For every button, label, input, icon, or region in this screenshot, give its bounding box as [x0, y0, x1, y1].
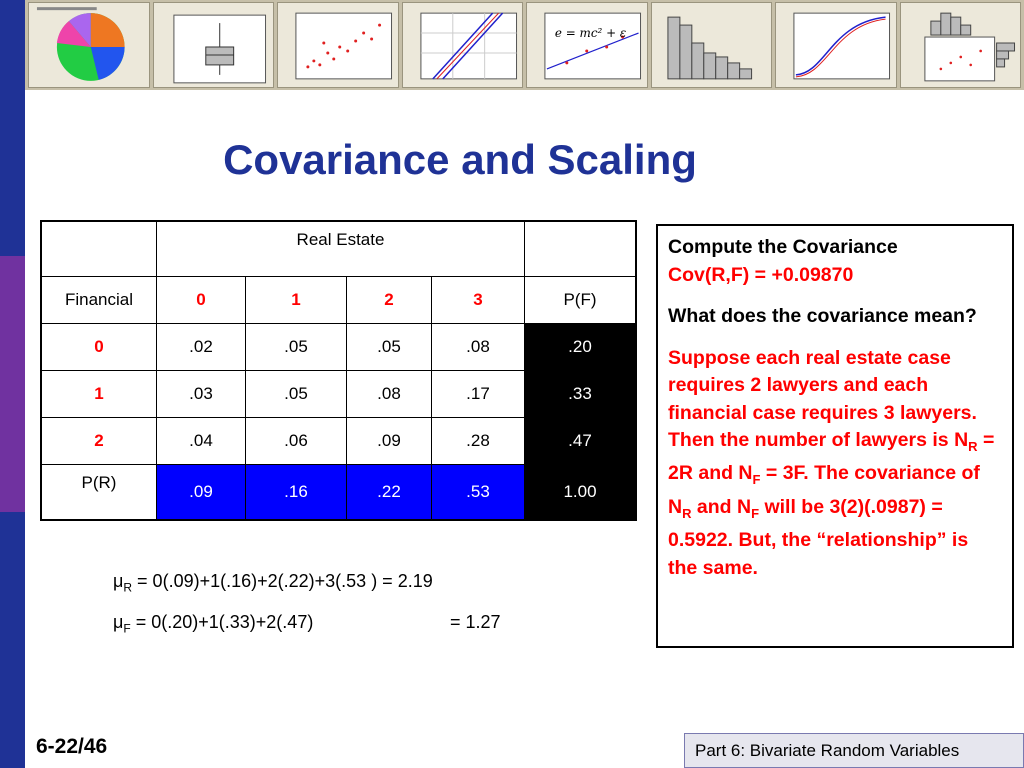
row-label: 0: [41, 324, 157, 371]
total-cell: 1.00: [525, 465, 637, 521]
pr-label: P(R): [41, 465, 157, 521]
probability-plot-thumbnail: [402, 2, 524, 88]
cov-value: Cov(R,F) = +0.09870: [668, 263, 854, 286]
pr-cell: .16: [246, 465, 347, 521]
col-header: 3: [432, 277, 525, 324]
slide-title: Covariance and Scaling: [223, 136, 697, 183]
pr-cell: .09: [157, 465, 246, 521]
left-stripe-middle: [0, 256, 25, 512]
scatterplot-thumbnail: [277, 2, 399, 88]
joint-probability-table: [40, 220, 637, 521]
footer-label: Part 6: Bivariate Random Variables: [684, 733, 1024, 768]
prob-cell: .28: [432, 418, 525, 465]
prob-cell: .08: [347, 371, 432, 418]
corner-cell: [41, 221, 157, 277]
pf-cell: .33: [525, 371, 637, 418]
mu-f-result: = 1.27: [450, 612, 501, 632]
box-heading: Compute the Covariance: [668, 236, 898, 258]
left-stripe-bottom: [0, 512, 25, 768]
regression-equation-thumbnail: [526, 2, 648, 88]
thumbnail-banner: [25, 0, 1024, 90]
prob-cell: .04: [157, 418, 246, 465]
covariance-explanation-box: [656, 224, 1014, 648]
mu-r-formula: $\mu_R = 0(.09)+1(.16)+2(.22)+3(.53$ ) = 2.19: [113, 571, 433, 595]
corner-cell-right: [525, 221, 637, 277]
prob-cell: .08: [432, 324, 525, 371]
page-number: 6-22/46: [36, 735, 108, 758]
row-label: 1: [41, 371, 157, 418]
box-question: What does the covariance mean?: [668, 305, 977, 327]
left-stripe-top: [0, 0, 25, 256]
pf-cell: .20: [525, 324, 637, 371]
col-header: 2: [347, 277, 432, 324]
table-row: [41, 465, 636, 521]
prob-cell: .09: [347, 418, 432, 465]
col-header: 1: [246, 277, 347, 324]
pie-chart-thumbnail: [28, 2, 150, 88]
col-header: 0: [157, 277, 246, 324]
prob-cell: .05: [347, 324, 432, 371]
pr-cell: .53: [432, 465, 525, 521]
pr-cell: .22: [347, 465, 432, 521]
pf-header: P(F): [525, 277, 637, 324]
cdf-thumbnail: [775, 2, 897, 88]
histogram-thumbnail: [651, 2, 773, 88]
table-row: [41, 418, 636, 465]
scaling-explanation: Suppose each real estate case requires 2 lawyers and each financial case requires 3 lawyers. Then the number of lawyers is $N_R = 2R$ and $N_F = 3F$. The covariance of $N_R$ and $N_F$ will be 3(2)(.0987) = 0.5922. But, the “relationship” is the same.: [668, 346, 995, 579]
prob-cell: .03: [157, 371, 246, 418]
marginal-plot-thumbnail: [900, 2, 1022, 88]
prob-cell: .02: [157, 324, 246, 371]
row-label: 2: [41, 418, 157, 465]
boxplot-thumbnail: [153, 2, 275, 88]
financial-header: Financial: [41, 277, 157, 324]
table-row: [41, 371, 636, 418]
svg-text:e = mc² + ε: e = mc² + ε: [554, 26, 627, 41]
real-estate-header: Real Estate: [157, 221, 525, 277]
prob-cell: .05: [246, 324, 347, 371]
pf-cell: .47: [525, 418, 637, 465]
prob-cell: .06: [246, 418, 347, 465]
prob-cell: .05: [246, 371, 347, 418]
table-row: [41, 324, 636, 371]
mu-f-formula: $\mu_F = 0(.20)+1(.33)+2(.47)$ = 1.27: [113, 612, 501, 636]
prob-cell: .17: [432, 371, 525, 418]
